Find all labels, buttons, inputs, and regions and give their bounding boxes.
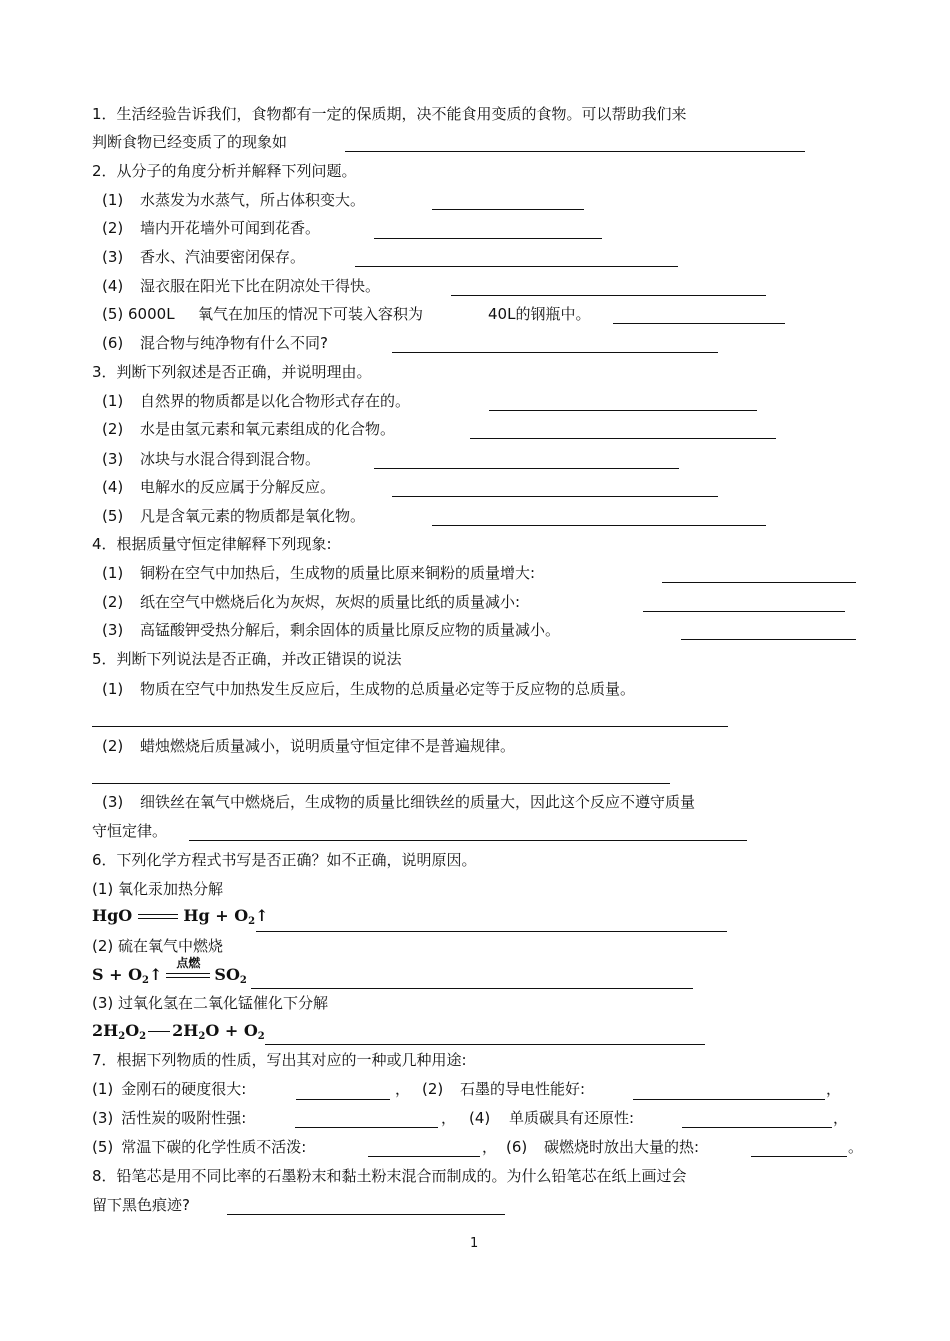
q7-item-3 (92, 1108, 246, 1128)
item-text: 常温下碳的化学性质不活泼: (121, 1138, 307, 1156)
q6-item-1-label: (1) 氧化汞加热分解 (92, 880, 224, 898)
q2-item-2 (102, 218, 320, 238)
q5-item-1 (102, 679, 635, 699)
q2-title: 2．从分子的角度分析并解释下列问题。 (92, 162, 357, 180)
q6-1-blank[interactable] (256, 931, 727, 932)
q3-1-blank[interactable] (489, 410, 757, 411)
q7-2-comma: ， (826, 1080, 842, 1098)
item-text: 单质碳具有还原性: (509, 1109, 635, 1127)
item-text: 铜粉在空气中加热后，生成物的质量比原来铜粉的质量增大: (140, 564, 536, 582)
q6-3-blank[interactable] (265, 1044, 705, 1045)
q3-2-blank[interactable] (470, 438, 776, 439)
q7-item-4 (469, 1108, 634, 1128)
q1-answer-blank[interactable] (345, 151, 805, 152)
equals-sign (138, 914, 178, 919)
q7-4-blank[interactable] (682, 1127, 832, 1128)
q5-1-blank[interactable] (92, 726, 728, 727)
q4-item-3 (102, 620, 560, 640)
item-text: 墙内开花墙外可闻到花香。 (140, 219, 321, 237)
q6-title: 6．下列化学方程式书写是否正确？如不正确，说明原因。 (92, 851, 477, 869)
item-text: 物质在空气中加热发生反应后，生成物的总质量必定等于反应物的总质量。 (140, 680, 636, 698)
item-number: (1) (102, 680, 124, 698)
item-text: 细铁丝在氧气中燃烧后，生成物的质量比细铁丝的质量大，因此这个反应不遵守质量 (140, 793, 696, 811)
q7-6-period: 。 (848, 1138, 864, 1156)
item-number: (2) (102, 219, 124, 237)
item-text: 氧气在加压的情况下可装入容积为 (198, 305, 424, 323)
q2-6-blank[interactable] (392, 352, 718, 353)
item-text: 石墨的导电性能好: (460, 1080, 586, 1098)
reaction-condition (166, 956, 210, 986)
item-number: (5) (102, 507, 124, 525)
item-number: (3) (102, 621, 124, 639)
item-text: 水是由氢元素和氧元素组成的化合物。 (140, 420, 396, 438)
item-text: 凡是含氧元素的物质都是氧化物。 (140, 507, 366, 525)
q3-4-blank[interactable] (392, 496, 718, 497)
q2-3-blank[interactable] (355, 266, 678, 267)
q8-answer-blank[interactable] (227, 1214, 505, 1215)
q3-item-1 (102, 391, 410, 411)
item-text-2: 40L的钢瓶中。 (488, 305, 591, 323)
q6-item-2-label: (2) 硫在氧气中燃烧 (92, 937, 224, 955)
q5-title: 5．判断下列说法是否正确，并改正错误的说法 (92, 650, 402, 668)
item-text: 湿衣服在阳光下比在阴凉处干得快。 (140, 277, 381, 295)
equation-3: $2H_2O_2$ $2H_2O + O_2$ (92, 1021, 265, 1042)
equation-2: $S + O_2↑$ 点燃 $SO_2$ (92, 964, 247, 986)
q1-line2: 判断食物已经变质了的现象如 (92, 133, 288, 151)
q7-5-comma: ， (482, 1138, 498, 1156)
item-number: (1) (102, 392, 124, 410)
item-text: 香水、汽油要密闭保存。 (140, 248, 306, 266)
q3-3-blank[interactable] (374, 468, 679, 469)
q3-item-2 (102, 419, 395, 439)
q7-3-comma: ， (441, 1109, 457, 1127)
item-number: (1) (102, 564, 124, 582)
item-text: 水蒸发为水蒸气，所占体积变大。 (140, 191, 366, 209)
item-number: (2) (102, 420, 124, 438)
item-number: (1) (102, 191, 124, 209)
q3-item-3 (102, 449, 320, 469)
item-number: (5) (92, 1138, 114, 1156)
item-number: (6) (506, 1138, 528, 1156)
q4-item-1 (102, 563, 535, 583)
item-number: (4) (469, 1109, 491, 1127)
q7-item-6 (506, 1137, 699, 1157)
q8-line2: 留下黑色痕迹? (92, 1196, 190, 1214)
item-text: 活性炭的吸附性强: (121, 1109, 247, 1127)
q7-5-blank[interactable] (368, 1156, 480, 1157)
q1-line1: 1．生活经验告诉我们，食物都有一定的保质期，决不能食用变质的食物。可以帮助我们来 (92, 105, 687, 123)
page-number: 1 (470, 1236, 479, 1251)
q5-3-blank[interactable] (189, 840, 747, 841)
q2-1-blank[interactable] (432, 209, 584, 210)
item-number: (3) (102, 450, 124, 468)
q5-item-3-cont: 守恒定律。 (92, 822, 168, 840)
dash (148, 1031, 170, 1032)
item-text: 高锰酸钾受热分解后，剩余固体的质量比原反应物的质量减小。 (140, 621, 561, 639)
q3-title: 3．判断下列叙述是否正确，并说明理由。 (92, 363, 372, 381)
q7-6-blank[interactable] (751, 1156, 847, 1157)
q4-3-blank[interactable] (681, 639, 856, 640)
q7-item-1 (92, 1079, 246, 1099)
q4-title: 4．根据质量守恒定律解释下列现象: (92, 535, 332, 553)
item-text: 蜡烛燃烧后质量减小，说明质量守恒定律不是普遍规律。 (140, 737, 516, 755)
item-number: (3) (102, 793, 124, 811)
item-number: (3) (102, 248, 124, 266)
q7-2-blank[interactable] (633, 1099, 825, 1100)
q5-item-3 (102, 792, 695, 812)
item-number: (1) (92, 1080, 114, 1098)
q7-3-blank[interactable] (295, 1127, 438, 1128)
q2-item-6 (102, 333, 328, 353)
q3-5-blank[interactable] (432, 525, 766, 526)
q3-item-5 (102, 506, 365, 526)
q8-line1: 8．铅笔芯是用不同比率的石墨粉末和黏土粉末混合而制成的。为什么铅笔芯在纸上画过会 (92, 1167, 687, 1185)
q4-1-blank[interactable] (662, 582, 856, 583)
item-number: (4) (102, 277, 124, 295)
item-number: (4) (102, 478, 124, 496)
condition-text: 点燃 (176, 956, 201, 970)
q7-item-5 (92, 1137, 306, 1157)
q2-4-blank[interactable] (451, 295, 766, 296)
q5-2-blank[interactable] (92, 783, 670, 784)
q7-item-2 (422, 1079, 585, 1099)
q6-2-blank[interactable] (251, 988, 693, 989)
item-number: (3) (92, 1109, 114, 1127)
q2-2-blank[interactable] (374, 238, 602, 239)
item-text: 碳燃烧时放出大量的热: (544, 1138, 700, 1156)
item-number: (5) 6000L (102, 305, 175, 323)
q2-item-5 (102, 304, 590, 324)
item-number: (2) (102, 593, 124, 611)
q2-item-3 (102, 247, 305, 267)
q2-item-4 (102, 276, 380, 296)
item-text: 混合物与纯净物有什么不同? (140, 334, 328, 352)
q7-4-comma: ， (833, 1109, 849, 1127)
item-text: 冰块与水混合得到混合物。 (140, 450, 321, 468)
q7-1-comma: ， (395, 1080, 411, 1098)
item-number: (2) (102, 737, 124, 755)
equation-1: HgO $Hg + O_2↑$ (92, 906, 269, 927)
q7-1-blank[interactable] (296, 1099, 390, 1100)
q7-title: 7．根据下列物质的性质，写出其对应的一种或几种用途: (92, 1051, 467, 1069)
q2-item-1 (102, 190, 365, 210)
q3-item-4 (102, 477, 335, 497)
item-text: 电解水的反应属于分解反应。 (140, 478, 336, 496)
q5-item-2 (102, 736, 515, 756)
item-text: 自然界的物质都是以化合物形式存在的。 (140, 392, 411, 410)
q4-item-2 (102, 592, 520, 612)
item-number: (2) (422, 1080, 444, 1098)
q6-item-3-label: (3) 过氧化氢在二氧化锰催化下分解 (92, 994, 329, 1012)
item-text: 纸在空气中燃烧后化为灰烬，灰烬的质量比纸的质量减小: (140, 593, 521, 611)
item-text: 金刚石的硬度很大: (121, 1080, 247, 1098)
q4-2-blank[interactable] (643, 611, 845, 612)
item-number: (6) (102, 334, 124, 352)
q2-5-blank[interactable] (613, 323, 785, 324)
